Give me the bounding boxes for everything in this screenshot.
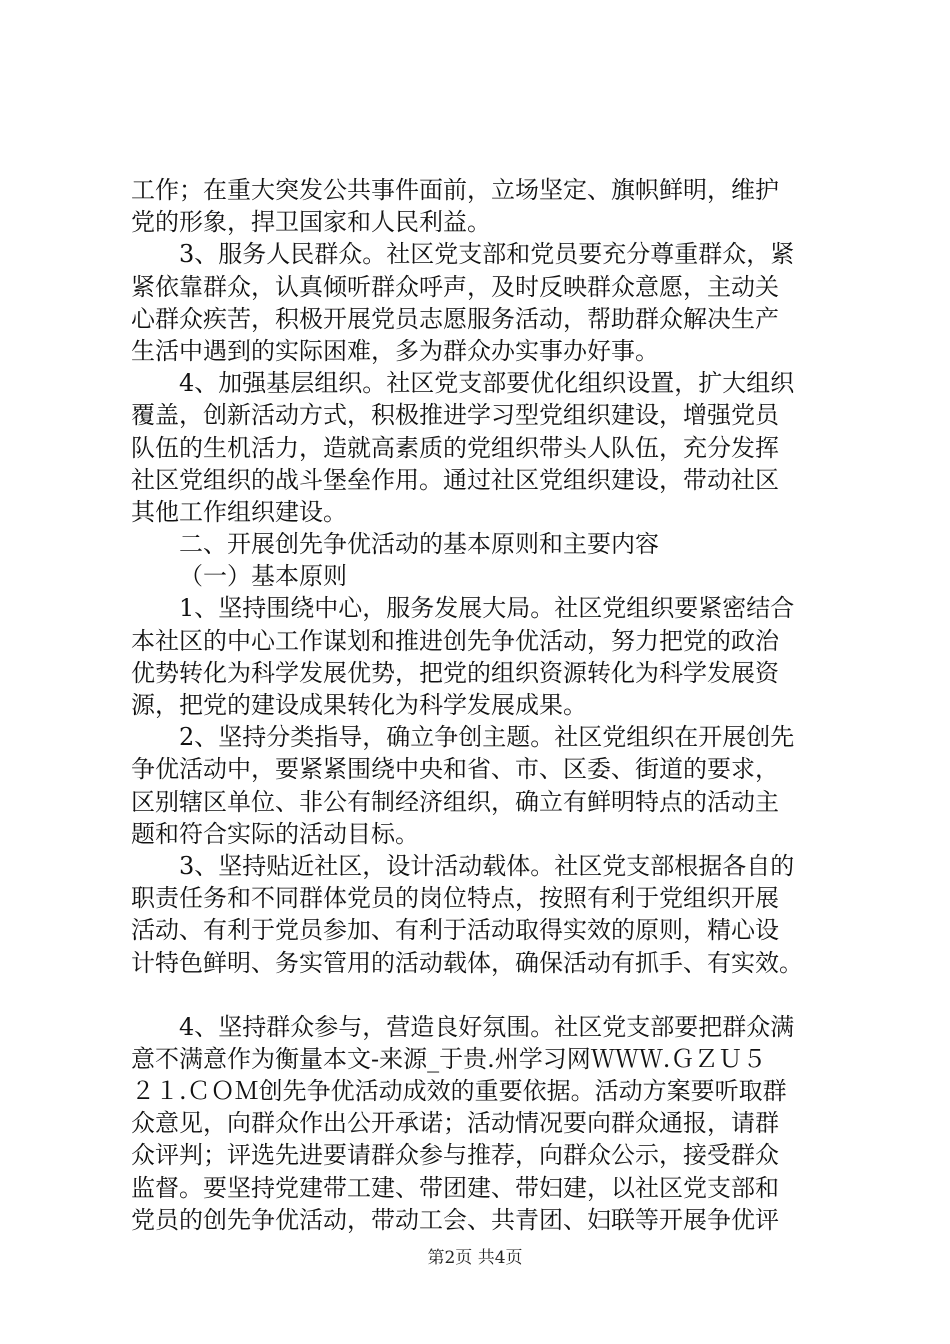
text-line: 工作；在重大突发公共事件面前，立场坚定、旗帜鲜明，维护	[131, 176, 779, 204]
text-line: 职责任务和不同群体党员的岗位特点，按照有利于党组织开展	[131, 884, 779, 913]
text-line: 队伍的生机活力，造就高素质的党组织带头人队伍，充分发挥	[131, 433, 779, 462]
text-line: 社区党组织的战斗堡垒作用。通过社区党组织建设，带动社区	[131, 465, 779, 494]
text-line: 众评判；评选先进要请群众参与推荐，向群众公示，接受群众	[131, 1141, 779, 1170]
text-line: 2、坚持分类指导，确立争创主题。社区党组织在开展创先	[179, 723, 795, 752]
text-line: 活动、有利于党员参加、有利于活动取得实效的原则，精心设	[131, 916, 779, 945]
text-line: 二、开展创先争优活动的基本原则和主要内容	[179, 530, 659, 559]
text-line: 本社区的中心工作谋划和推进创先争优活动，努力把党的政治	[131, 626, 779, 655]
text-line: 监督。要坚持党建带工建、带团建、带妇建，以社区党支部和	[131, 1173, 779, 1202]
text-line: 4、加强基层组织。社区党支部要优化组织设置，扩大组织	[179, 369, 795, 398]
text-line: 计特色鲜明、务实管用的活动载体，确保活动有抓手、有实效。	[131, 948, 803, 977]
text-line: 3、坚持贴近社区，设计活动载体。社区党支部根据各自的	[179, 851, 795, 880]
text-line: 党的形象，捍卫国家和人民利益。	[131, 208, 491, 237]
text-line: 众意见，向群众作出公开承诺；活动情况要向群众通报，请群	[131, 1109, 779, 1138]
text-line: 源，把党的建设成果转化为科学发展成果。	[131, 691, 587, 719]
text-line: 心群众疾苦，积极开展党员志愿服务活动，帮助群众解决生产	[131, 304, 779, 333]
text-line: ２１.ＣＯＭ创先争优活动成效的重要依据。活动方案要听取群	[131, 1077, 787, 1106]
text-line: 1、坚持围绕中心，服务发展大局。社区党组织要紧密结合	[179, 594, 795, 623]
text-line: 争优活动中，要紧紧围绕中央和省、市、区委、街道的要求，	[131, 755, 779, 784]
text-line: 其他工作组织建设。	[131, 497, 347, 526]
text-line: 3、服务人民群众。社区党支部和党员要充分尊重群众，紧	[179, 240, 795, 269]
page-footer: 第2页 共4页	[427, 1248, 523, 1268]
text-line: 党员的创先争优活动，带动工会、共青团、妇联等开展争优评	[131, 1205, 779, 1234]
text-line: 生活中遇到的实际困难，多为群众办实事办好事。	[131, 336, 659, 365]
text-line: 覆盖，创新活动方式，积极推进学习型党组织建设，增强党员	[131, 401, 779, 430]
text-line: 区别辖区单位、非公有制经济组织，确立有鲜明特点的活动主	[131, 787, 779, 816]
document-body	[131, 174, 831, 1236]
text-line: 紧依靠群众，认真倾听群众呼声，及时反映群众意愿，主动关	[131, 272, 779, 301]
text-line: （一）基本原则	[179, 562, 347, 591]
text-line: 意不满意作为衡量本文-来源_于贵.州学习网ＷＷＷ.ＧＺＵ５	[131, 1044, 767, 1073]
text-line: 优势转化为科学发展优势，把党的组织资源转化为科学发展资	[131, 658, 779, 687]
text-line: 4、坚持群众参与，营造良好氛围。社区党支部要把群众满	[179, 1012, 795, 1041]
text-line: 题和符合实际的活动目标。	[131, 819, 419, 848]
